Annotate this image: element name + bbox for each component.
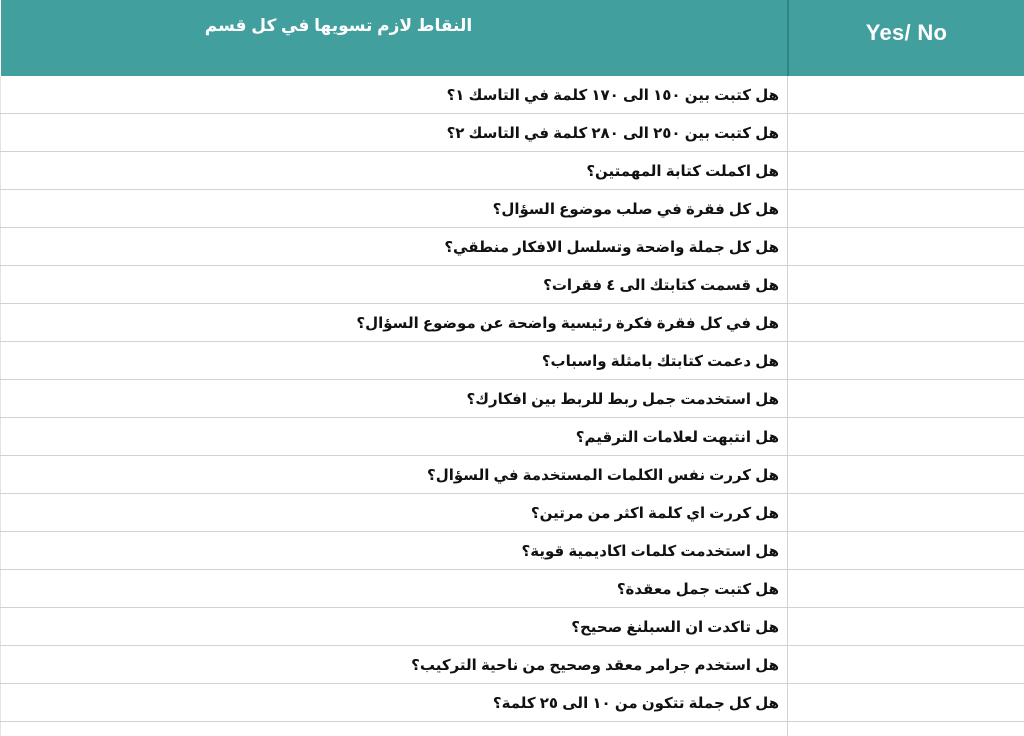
question-cell[interactable]: هل دعمت كتابتك بامثلة واسباب؟ <box>1 342 788 380</box>
table-row <box>1 228 1024 266</box>
checklist-body <box>1 76 1024 736</box>
table-row <box>1 342 1024 380</box>
answer-cell[interactable] <box>788 570 1024 608</box>
answer-cell[interactable] <box>788 722 1024 736</box>
table-header <box>1 0 1024 76</box>
answer-cell[interactable] <box>788 304 1024 342</box>
yes-no-column-header <box>788 0 1024 76</box>
answer-cell[interactable] <box>788 114 1024 152</box>
answer-cell[interactable] <box>788 342 1024 380</box>
table-row <box>1 684 1024 722</box>
table-row <box>1 152 1024 190</box>
question-cell[interactable]: هل كررت اي كلمة اكثر من مرتين؟ <box>1 494 788 532</box>
question-cell[interactable]: هل كل فقرة في صلب موضوع السؤال؟ <box>1 190 788 228</box>
table-row <box>1 494 1024 532</box>
question-cell[interactable]: هل اكملت كتابة المهمتين؟ <box>1 152 788 190</box>
question-cell[interactable]: هل كتبت بين ٢٥٠ الى ٢٨٠ كلمة في التاسك ٢؟ <box>1 114 788 152</box>
answer-cell[interactable] <box>788 380 1024 418</box>
table-row <box>1 570 1024 608</box>
answer-cell[interactable] <box>788 76 1024 114</box>
answer-cell[interactable] <box>788 228 1024 266</box>
table-row <box>1 532 1024 570</box>
table-row <box>1 190 1024 228</box>
answer-cell[interactable] <box>788 684 1024 722</box>
answer-cell[interactable] <box>788 266 1024 304</box>
answer-cell[interactable] <box>788 646 1024 684</box>
table-row <box>1 266 1024 304</box>
table-row <box>1 114 1024 152</box>
table-row <box>1 304 1024 342</box>
question-cell[interactable]: هل قسمت كتابتك الى ٤ فقرات؟ <box>1 266 788 304</box>
answer-cell[interactable] <box>788 152 1024 190</box>
question-cell[interactable]: هل كتبت بين ١٥٠ الى ١٧٠ كلمة في التاسك ١؟ <box>1 76 788 114</box>
table-row <box>1 76 1024 114</box>
answer-cell[interactable] <box>788 608 1024 646</box>
question-cell[interactable]: هل كل جملة تتكون من ١٠ الى ٢٥ كلمة؟ <box>1 684 788 722</box>
answer-cell[interactable] <box>788 494 1024 532</box>
table-row <box>1 608 1024 646</box>
table-row <box>1 418 1024 456</box>
table-row <box>1 456 1024 494</box>
answer-cell[interactable] <box>788 456 1024 494</box>
answer-cell[interactable] <box>788 532 1024 570</box>
table-row <box>1 722 1024 736</box>
yes-no-column-header-text: Yes/ No <box>865 20 948 45</box>
points-column-header-text: النقاط لازم تسويها في كل قسم <box>204 16 473 35</box>
answer-cell[interactable] <box>788 418 1024 456</box>
question-cell[interactable]: هل استخدم جرامر معقد وصحيح من ناحية التركيب؟ <box>1 646 788 684</box>
header-row <box>1 0 1024 76</box>
question-cell[interactable]: هل كل جملة واضحة وتسلسل الافكار منطقي؟ <box>1 228 788 266</box>
question-cell[interactable]: هل استخدمت جمل ربط للربط بين افكارك؟ <box>1 380 788 418</box>
question-cell[interactable]: هل كتبت جمل معقدة؟ <box>1 570 788 608</box>
points-column-header <box>1 0 788 76</box>
table-row <box>1 380 1024 418</box>
question-cell[interactable]: هل كررت نفس الكلمات المستخدمة في السؤال؟ <box>1 456 788 494</box>
question-cell[interactable]: هل في كل فقرة فكرة رئيسية واضحة عن موضوع السؤال؟ <box>1 304 788 342</box>
table-row <box>1 646 1024 684</box>
question-cell[interactable] <box>1 722 788 736</box>
question-cell[interactable]: هل استخدمت كلمات اكاديمية قوية؟ <box>1 532 788 570</box>
question-cell[interactable]: هل انتبهت لعلامات الترقيم؟ <box>1 418 788 456</box>
answer-cell[interactable] <box>788 190 1024 228</box>
question-cell[interactable]: هل تاكدت ان السبلنغ صحيح؟ <box>1 608 788 646</box>
